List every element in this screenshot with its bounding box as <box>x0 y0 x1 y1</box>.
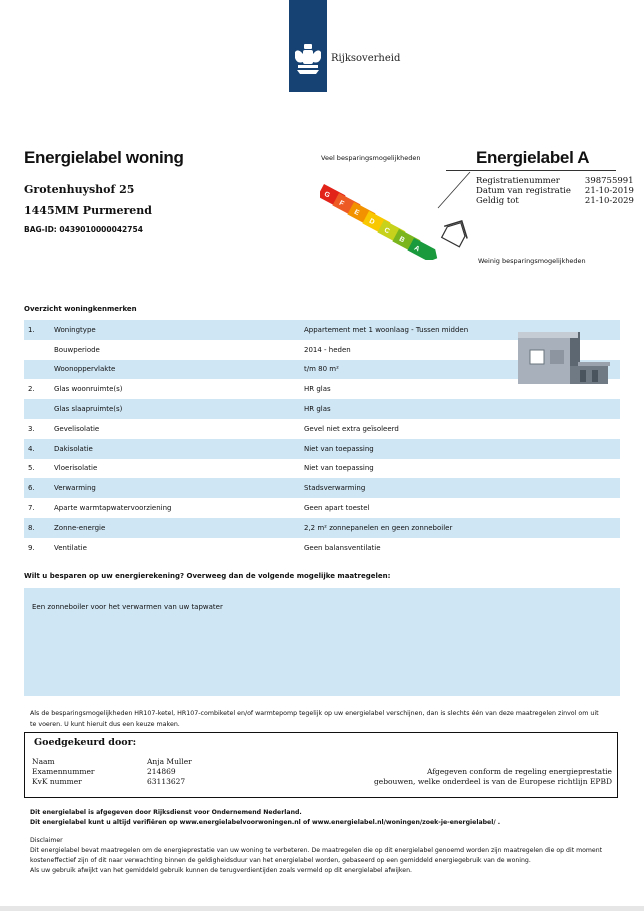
overview-heading: Overzicht woningkenmerken <box>24 305 137 313</box>
characteristic-label: Aparte warmtapwatervoorziening <box>54 504 172 513</box>
characteristic-label: Vloerisolatie <box>54 464 98 473</box>
characteristic-label: Dakisolatie <box>54 439 304 459</box>
characteristic-value: Gevel niet extra geïsoleerd <box>304 424 399 433</box>
registration-value: 21-10-2029 <box>584 196 634 206</box>
characteristic-label: Glas woonruimte(s) <box>54 385 123 394</box>
characteristic-value: Appartement met 1 woonlaag - Tussen midden <box>304 320 620 340</box>
registration-value: 21-10-2019 <box>584 186 634 196</box>
energy-label-title: Energielabel A <box>476 148 590 167</box>
characteristic-value: HR glas <box>304 385 331 394</box>
characteristic-label: Woonoppervlakte <box>54 360 304 380</box>
characteristic-value: 2,2 m² zonnepanelen en geen zonneboiler <box>304 518 620 538</box>
characteristic-label: Bouwperiode <box>54 345 100 354</box>
characteristic-row <box>24 419 620 439</box>
disclaimer <box>30 836 620 876</box>
characteristic-row <box>24 498 620 518</box>
row-number: 3. <box>28 424 35 433</box>
row-number: 7. <box>28 504 35 513</box>
registration-row <box>476 176 634 186</box>
house-icon <box>439 215 473 248</box>
registration-label: Registratienummer <box>476 176 560 186</box>
characteristic-value: Niet van toepassing <box>304 439 620 459</box>
bottom-bar <box>0 906 644 911</box>
characteristic-value: Niet van toepassing <box>304 464 374 473</box>
approved-value: 214869 <box>147 767 176 776</box>
registration-label: Geldig tot <box>476 196 519 206</box>
measure-item: Een zonneboiler voor het verwarmen van uw tapwater <box>32 603 223 611</box>
brand-name: Rijksoverheid <box>331 53 401 64</box>
approved-label: Naam <box>32 757 55 766</box>
registration-value: 398755991 <box>584 176 634 186</box>
measures-question: Wilt u besparen op uw energierekening? Overweeg dan de volgende mogelijke maatregelen: <box>24 572 391 580</box>
approved-label: Examennummer <box>32 767 95 776</box>
label-step-letter: B <box>397 235 406 245</box>
label-step-letter: F <box>337 199 345 208</box>
characteristic-row <box>24 399 620 419</box>
characteristic-row <box>24 459 620 479</box>
registration-table <box>476 176 634 206</box>
characteristic-label: Woningtype <box>54 320 304 340</box>
characteristic-label: Ventilatie <box>54 543 87 552</box>
approved-heading: Goedgekeurd door: <box>34 737 137 748</box>
registration-row <box>476 196 634 206</box>
characteristic-label: Zonne-energie <box>54 518 304 538</box>
row-number <box>24 399 54 419</box>
approved-value: 63113627 <box>147 777 186 786</box>
apartment-illustration <box>518 326 610 388</box>
label-step-letter: A <box>412 244 421 254</box>
characteristic-row <box>24 518 620 538</box>
conform-line-1: Afgegeven conform de regeling energieprestatie <box>427 767 612 776</box>
row-number: 8. <box>24 518 54 538</box>
address-street: Grotenhuyshof 25 <box>24 183 135 196</box>
disclaimer-text-2: Als uw gebruik afwijkt van het gemiddeld gebruik kunnen de terugverdientijden zoals vermeld op dit energielabel afwijken. <box>30 867 412 874</box>
registration-row <box>476 186 634 196</box>
characteristic-row <box>24 538 620 558</box>
approved-value: Anja Muller <box>147 757 192 766</box>
characteristic-value: HR glas <box>304 399 620 419</box>
characteristic-row <box>24 439 620 459</box>
characteristic-value: Geen balansventilatie <box>304 543 381 552</box>
registration-label: Datum van registratie <box>476 186 571 196</box>
footer-line-2: Dit energielabel kunt u altijd verifiëren op www.energielabelvoorwoningen.nl of www.energielabel.nl/woningen/zoek-je-energielabel/ . <box>30 819 501 826</box>
few-savings-caption: Weinig besparingsmogelijkheden <box>478 257 586 265</box>
characteristic-label: Gevelisolatie <box>54 424 100 433</box>
row-number <box>24 360 54 380</box>
label-step-letter: D <box>367 217 376 227</box>
crest-icon <box>289 40 327 84</box>
footer-line-1: Dit energielabel is afgegeven door Rijksdienst voor Ondernemend Nederland. <box>30 809 302 816</box>
energy-label-scale <box>320 160 490 260</box>
characteristic-row <box>24 478 620 498</box>
bag-id: BAG-ID: 0439010000042754 <box>24 225 143 234</box>
many-savings-caption: Veel besparingsmogelijkheden <box>321 154 421 162</box>
approved-label: KvK nummer <box>32 777 82 786</box>
characteristic-label: Glas slaapruimte(s) <box>54 399 304 419</box>
characteristic-label: Verwarming <box>54 478 304 498</box>
row-number: 6. <box>24 478 54 498</box>
label-step-letter: C <box>382 226 391 236</box>
row-number: 5. <box>28 464 35 473</box>
disclaimer-title: Disclaimer <box>30 837 63 844</box>
divider <box>446 170 616 171</box>
footer-issued <box>30 808 500 828</box>
page-title: Energielabel woning <box>24 148 184 167</box>
row-number: 1. <box>24 320 54 340</box>
conform-line-2: gebouwen, welke onderdeel is van de Europese richtlijn EPBD <box>373 777 612 786</box>
characteristic-value: Stadsverwarming <box>304 478 620 498</box>
characteristic-value: t/m 80 m² <box>304 360 620 380</box>
label-step-a <box>407 238 440 260</box>
label-step-letter: G <box>322 190 331 200</box>
row-number: 9. <box>28 543 35 552</box>
label-step-letter: E <box>352 208 361 218</box>
row-number <box>24 340 54 360</box>
disclaimer-text: Dit energielabel bevat maatregelen om de energieprestatie van uw woning te verbeteren. De maatregelen die op dit energielabel genoemd worden zijn maatregelen die op dit moment kosteneffectief zijn of dit naar verwachting binnen de geldigheidsduur van het energielabel worden, gebaseerd op een gemiddeld energiegebruik van de woning. <box>30 847 603 864</box>
address-postal-city: 1445MM Purmerend <box>24 204 152 217</box>
row-number: 4. <box>24 439 54 459</box>
row-number: 2. <box>28 385 35 394</box>
measures-note: Als de besparingsmogelijkheden HR107-ketel, HR107-combiketel en/of warmtepomp tegelijk op uw energielabel verschijnen, dan is slechts één van deze maatregelen zinvol om uit te voeren. U kunt hieruit dus een keuze maken. <box>30 710 599 728</box>
characteristic-value: Geen apart toestel <box>304 504 370 513</box>
characteristic-value: 2014 - heden <box>304 345 351 354</box>
